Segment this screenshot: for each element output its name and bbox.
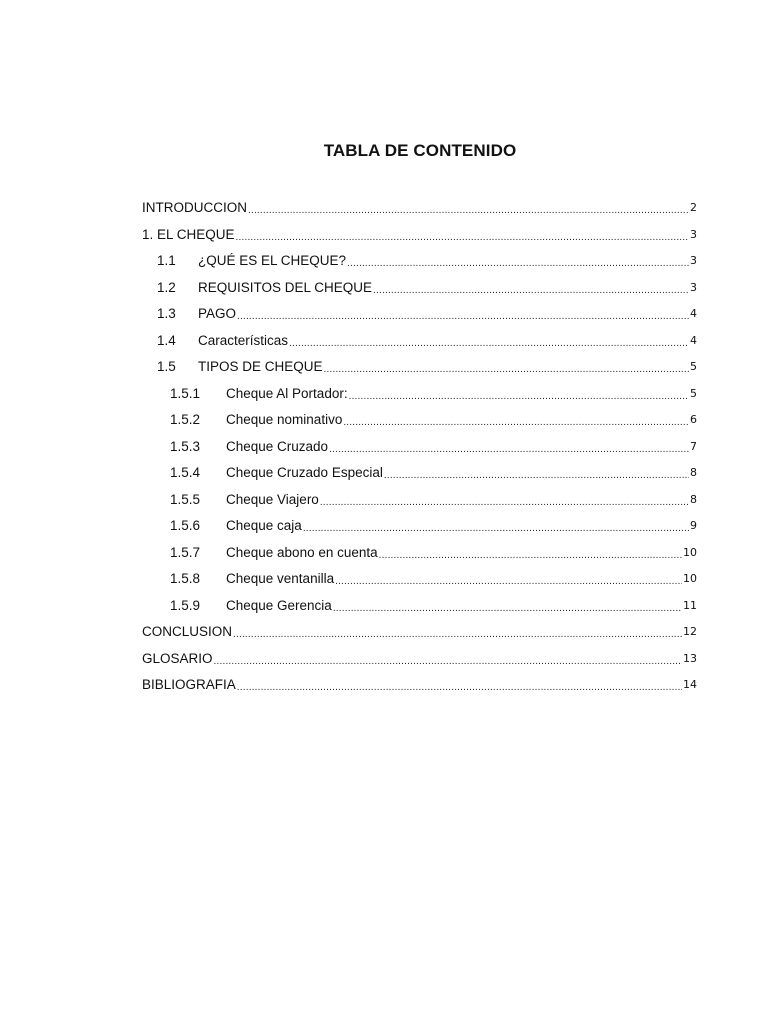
toc-dot-leader [335, 569, 682, 589]
toc-entry[interactable] [142, 328, 697, 355]
toc-entry-label: Cheque abono en cuenta [226, 544, 378, 560]
toc-entry[interactable] [142, 540, 697, 567]
toc-entry-page: 3 [690, 254, 697, 268]
toc-dot-leader [324, 357, 689, 377]
toc-entry-page: 13 [683, 651, 697, 665]
toc-list [142, 195, 697, 699]
toc-entry-label: Características [198, 332, 289, 348]
toc-dot-leader [214, 649, 682, 669]
toc-dot-leader [384, 463, 689, 483]
toc-dot-leader [329, 437, 689, 457]
toc-entry[interactable] [142, 460, 697, 487]
toc-entry-number: 1.1 [157, 253, 176, 269]
toc-entry-label: REQUISITOS DEL CHEQUE [198, 279, 373, 295]
toc-dot-leader [333, 596, 682, 616]
toc-entry[interactable] [142, 354, 697, 381]
toc-entry-number: 1.5 [157, 359, 176, 375]
toc-entry[interactable] [142, 195, 697, 222]
toc-entry-number: 1.4 [157, 332, 176, 348]
toc-entry[interactable] [142, 301, 697, 328]
toc-entry-label: Cheque ventanilla [226, 571, 335, 587]
toc-entry-page: 5 [690, 360, 697, 374]
toc-entry-label: ¿QUÉ ES EL CHEQUE? [198, 253, 347, 269]
toc-entry[interactable] [142, 248, 697, 275]
toc-dot-leader [303, 516, 689, 536]
toc-entry-label: Cheque Al Portador: [226, 385, 348, 401]
toc-entry-page: 4 [690, 333, 697, 347]
toc-dot-leader [237, 304, 689, 324]
toc-entry[interactable] [142, 619, 697, 646]
toc-dot-leader [237, 675, 682, 695]
toc-entry-number: 1.5.6 [170, 518, 201, 534]
toc-entry[interactable] [142, 381, 697, 408]
toc-entry-page: 3 [690, 227, 697, 241]
toc-entry-number: 1.5.1 [170, 385, 201, 401]
toc-entry-page: 4 [690, 307, 697, 321]
toc-entry[interactable] [142, 513, 697, 540]
toc-entry-page: 6 [690, 413, 697, 427]
toc-entry-label: Cheque nominativo [226, 412, 343, 428]
toc-dot-leader [320, 490, 689, 510]
toc-entry-label: 1. EL CHEQUE [142, 226, 235, 242]
toc-entry-page: 8 [690, 492, 697, 506]
toc-entry-number: 1.5.2 [170, 412, 201, 428]
toc-dot-leader [349, 384, 689, 404]
toc-entry[interactable] [142, 566, 697, 593]
toc-entry-page: 3 [690, 280, 697, 294]
toc-entry[interactable] [142, 672, 697, 699]
toc-entry-page: 7 [690, 439, 697, 453]
toc-entry-label: PAGO [198, 306, 237, 322]
toc-dot-leader [236, 225, 689, 245]
toc-entry-number: 1.5.3 [170, 438, 201, 454]
toc-entry-number: 1.5.7 [170, 544, 201, 560]
toc-entry-number: 1.5.9 [170, 597, 201, 613]
toc-entry[interactable] [142, 646, 697, 673]
toc-dot-leader [289, 331, 689, 351]
toc-entry-label: Cheque Gerencia [226, 597, 332, 613]
toc-entry-label: CONCLUSION [142, 624, 233, 640]
toc-entry-label: Cheque caja [226, 518, 302, 534]
toc-entry[interactable] [142, 593, 697, 620]
toc-entry-label: Cheque Viajero [226, 491, 319, 507]
toc-entry-number: 1.5.5 [170, 491, 201, 507]
toc-entry-page: 2 [690, 201, 697, 215]
toc-entry-page: 12 [683, 625, 697, 639]
toc-entry-page: 9 [690, 519, 697, 533]
toc-dot-leader [379, 543, 682, 563]
toc-entry-page: 5 [690, 386, 697, 400]
toc-entry-label: BIBLIOGRAFIA [142, 677, 236, 693]
toc-entry-page: 14 [683, 678, 697, 692]
toc-entry[interactable] [142, 407, 697, 434]
toc-title: TABLA DE CONTENIDO [323, 141, 517, 160]
toc-entry-page: 8 [690, 466, 697, 480]
toc-entry-label: GLOSARIO [142, 650, 213, 666]
toc-entry-page: 10 [683, 545, 697, 559]
toc-entry-number: 1.3 [157, 306, 176, 322]
toc-entry-label: TIPOS DE CHEQUE [198, 359, 323, 375]
toc-entry-number: 1.2 [157, 279, 176, 295]
toc-dot-leader [347, 251, 689, 271]
toc-entry-number: 1.5.8 [170, 571, 201, 587]
toc-dot-leader [248, 198, 689, 218]
toc-entry[interactable] [142, 434, 697, 461]
toc-dot-leader [233, 622, 682, 642]
toc-entry[interactable] [142, 487, 697, 514]
toc-entry-page: 11 [683, 598, 697, 612]
toc-dot-leader [373, 278, 689, 298]
toc-dot-leader [343, 410, 689, 430]
toc-entry-number: 1.5.4 [170, 465, 201, 481]
toc-entry[interactable] [142, 275, 697, 302]
toc-entry-label: Cheque Cruzado Especial [226, 465, 383, 481]
toc-entry-label: INTRODUCCION [142, 200, 247, 216]
toc-entry-page: 10 [683, 572, 697, 586]
toc-entry-label: Cheque Cruzado [226, 438, 329, 454]
toc-entry[interactable] [142, 222, 697, 249]
